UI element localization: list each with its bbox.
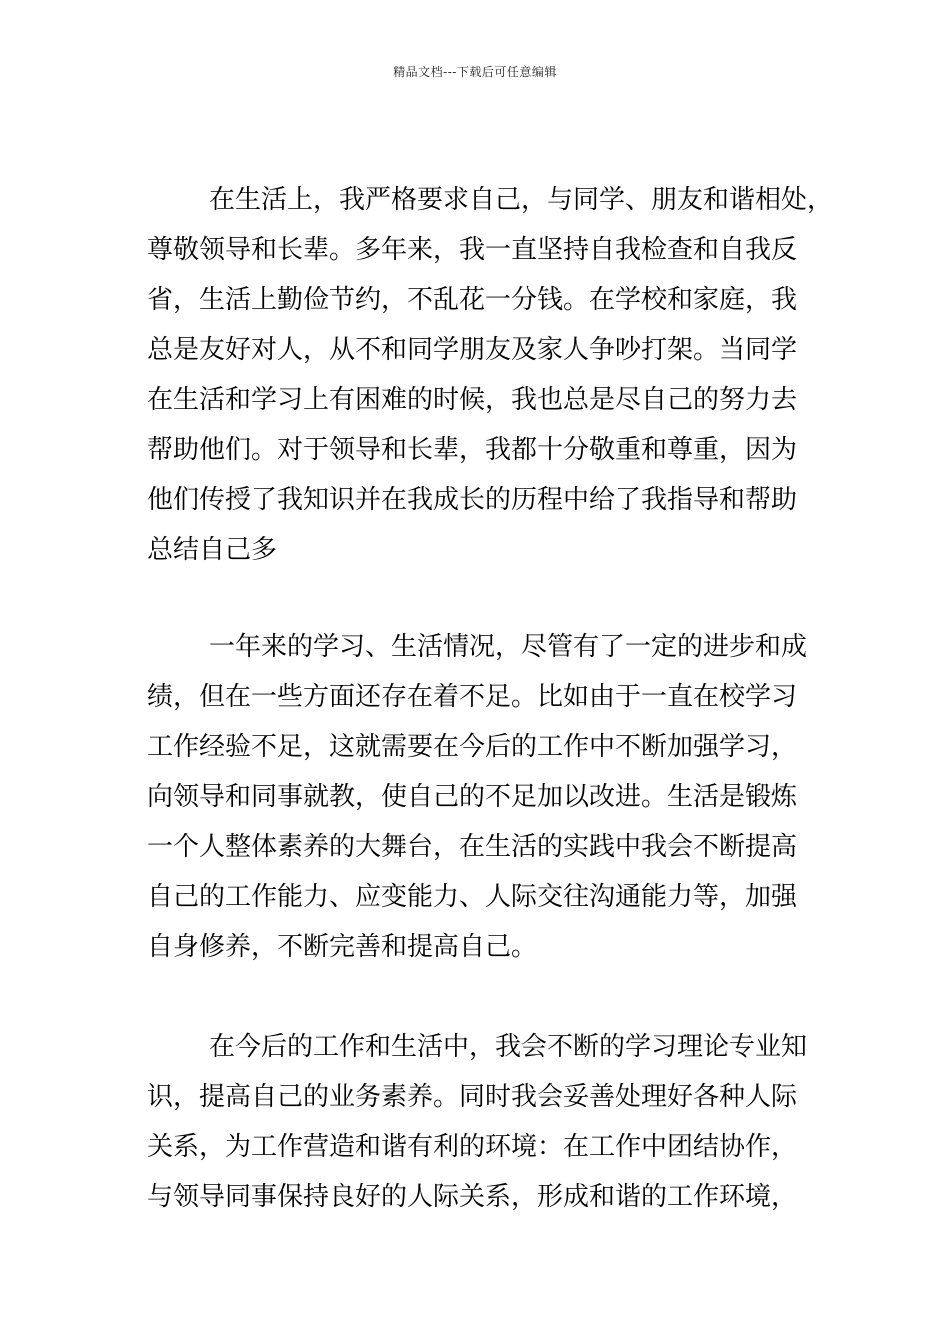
text-line: 一个人整体素养的大舞台，在生活的实践中我会不断提高 bbox=[147, 832, 798, 862]
paragraph-2 bbox=[147, 622, 817, 972]
text-line: 工作经验不足，这就需要在今后的工作中不断加强学习， bbox=[147, 732, 798, 762]
text-line: 一年来的学习、生活情况，尽管有了一定的进步和成 bbox=[209, 632, 808, 662]
text-line: 绩，但在一些方面还存在着不足。比如由于一直在校学习 bbox=[147, 682, 798, 712]
text-line: 尊敬领导和长辈。多年来，我一直坚持自我检查和自我反 bbox=[147, 235, 798, 265]
text-line: 关系，为工作营造和谐有利的环境：在工作中团结协作， bbox=[147, 1132, 798, 1162]
text-line: 自身修养，不断完善和提高自己。 bbox=[147, 932, 538, 962]
text-line: 总结自己多 bbox=[147, 535, 278, 565]
text-line: 在生活上，我严格要求自己，与同学、朋友和谐相处， bbox=[209, 185, 834, 215]
text-line: 省，生活上勤俭节约，不乱花一分钱。在学校和家庭，我 bbox=[147, 285, 798, 315]
paragraph-1 bbox=[147, 175, 834, 575]
text-line: 他们传授了我知识并在我成长的历程中给了我指导和帮助 bbox=[147, 485, 798, 515]
paragraph-3 bbox=[147, 1022, 817, 1222]
text-line: 与领导同事保持良好的人际关系，形成和谐的工作环境， bbox=[147, 1182, 798, 1212]
text-line: 在今后的工作和生活中，我会不断的学习理论专业知 bbox=[209, 1032, 808, 1062]
text-line: 在生活和学习上有困难的时候，我也总是尽自己的努力去 bbox=[147, 385, 798, 415]
text-line: 自己的工作能力、应变能力、人际交往沟通能力等，加强 bbox=[147, 882, 798, 912]
page-header: 精品文档---下载后可任意编辑 bbox=[393, 65, 557, 79]
text-line: 识，提高自己的业务素养。同时我会妥善处理好各种人际 bbox=[147, 1082, 798, 1112]
text-line: 总是友好对人，从不和同学朋友及家人争吵打架。当同学 bbox=[147, 335, 798, 365]
text-line: 帮助他们。对于领导和长辈，我都十分敬重和尊重，因为 bbox=[147, 435, 798, 465]
text-line: 向领导和同事就教，使自己的不足加以改进。生活是锻炼 bbox=[147, 782, 798, 812]
